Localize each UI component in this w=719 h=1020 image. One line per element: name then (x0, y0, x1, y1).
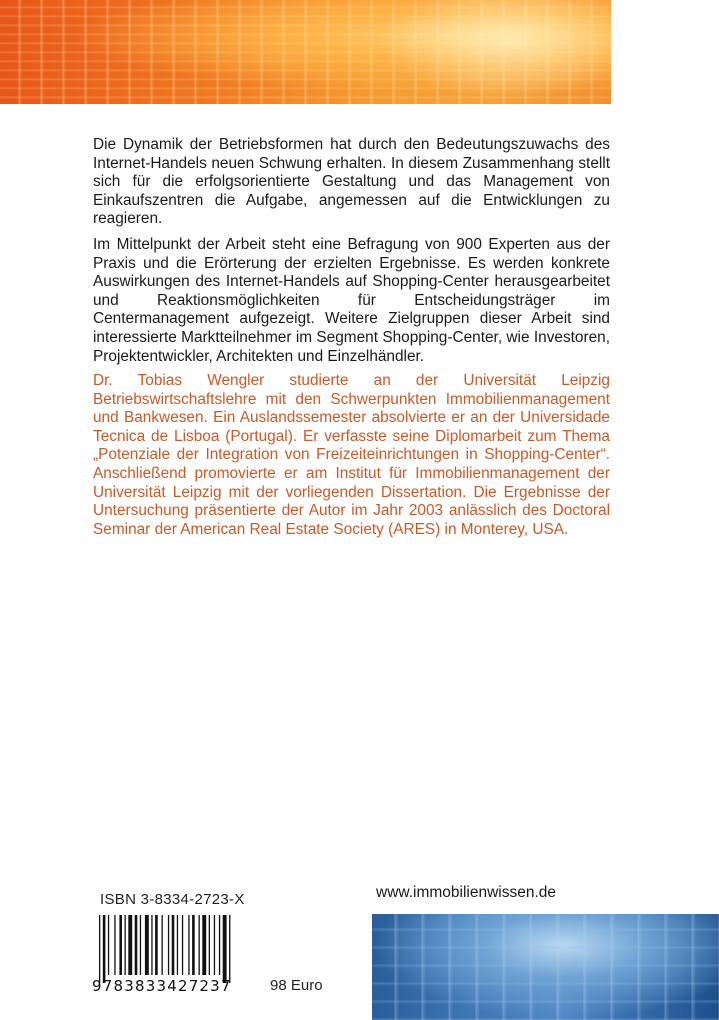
isbn-label: ISBN 3-8334-2723-X (100, 891, 245, 908)
author-bio: Dr. Tobias Wengler studierte an der Universität Leipzig Betriebswirtschaftslehre mit den Schwerpunkten Immobilienmanagement und Bankwesen. Ein Auslandssemester absolvierte er an der Universidade Tecnica de Lisboa (Portugal). Er verfasste seine Diplomarbeit zum Thema „Potenziale der Integration von Freizeiteinrichtungen in Shopping-Center“. Anschließend promovierte er am Institut für Immobilienmanagement der Universität Leipzig mit der vorliegenden Dissertation. Die Ergebnisse der Untersuchung präsentierte der Autor im Jahr 2003 anlässlich des Doctoral Seminar der American Real Estate Society (ARES) in Monterey, USA. (93, 372, 610, 538)
barcode-bar (202, 915, 206, 975)
barcode-bar (128, 915, 132, 975)
barcode-bar (188, 915, 189, 975)
top-banner-image (0, 0, 611, 104)
website-url: www.immobilienwissen.de (376, 884, 557, 901)
barcode-bar (145, 915, 149, 975)
price-label: 98 Euro (270, 977, 323, 994)
barcode-bar (151, 915, 152, 975)
barcode-bar (155, 915, 158, 975)
barcode-bar (182, 915, 183, 975)
barcode-bar (119, 915, 122, 975)
banner-glow (380, 0, 611, 100)
barcode-bar (103, 915, 106, 983)
abstract-paragraph-1: Die Dynamik der Betriebsformen hat durch den Bedeutungszuwachs des Internet-Handels neuen Schwung erhalten. In diesem Zusammenhang stellt sich für die erfolgsorientierte Gestaltung und das Management von Einkaufszentren die Aufgabe, angemessen auf die Entwicklungen zu reagieren. (93, 136, 610, 228)
barcode-number: 9783833427237 (92, 977, 232, 995)
barcode-bar (168, 915, 169, 975)
barcode-bar (99, 915, 100, 983)
barcode-bar (223, 915, 227, 983)
abstract-paragraph-2: Im Mittelpunkt der Arbeit steht eine Befragung von 900 Experten aus der Praxis und die Erörterung der erzielten Ergebnisse. Es werden konkrete Auswirkungen des Internet-Handels auf Shopping-Center herausgearbeitet und Reaktionsmöglichkeiten für Entscheidungsträger im Centermanagement aufgezeigt. Weitere Zielgruppen dieser Arbeit sind interessierte Marktteilnehmer im Segment Shopping-Center, wie Investoren, Projektentwickler, Architekten und Einzelhändler. (93, 236, 610, 365)
barcode-bar (140, 915, 141, 975)
barcode-bar (114, 915, 115, 975)
barcode (97, 915, 257, 985)
barcode-bar (162, 915, 163, 975)
barcode-bar (177, 915, 178, 975)
barcode-bar (135, 915, 138, 975)
barcode-bar (172, 915, 175, 975)
barcode-bar (209, 915, 210, 975)
barcode-bar (108, 915, 109, 975)
barcode-bar (199, 915, 200, 975)
barcode-bar (192, 915, 195, 975)
barcode-bar (219, 915, 220, 975)
barcode-bar (214, 915, 215, 975)
bottom-photo (372, 914, 719, 1020)
barcode-bar (125, 915, 126, 975)
barcode-bar (229, 915, 230, 983)
